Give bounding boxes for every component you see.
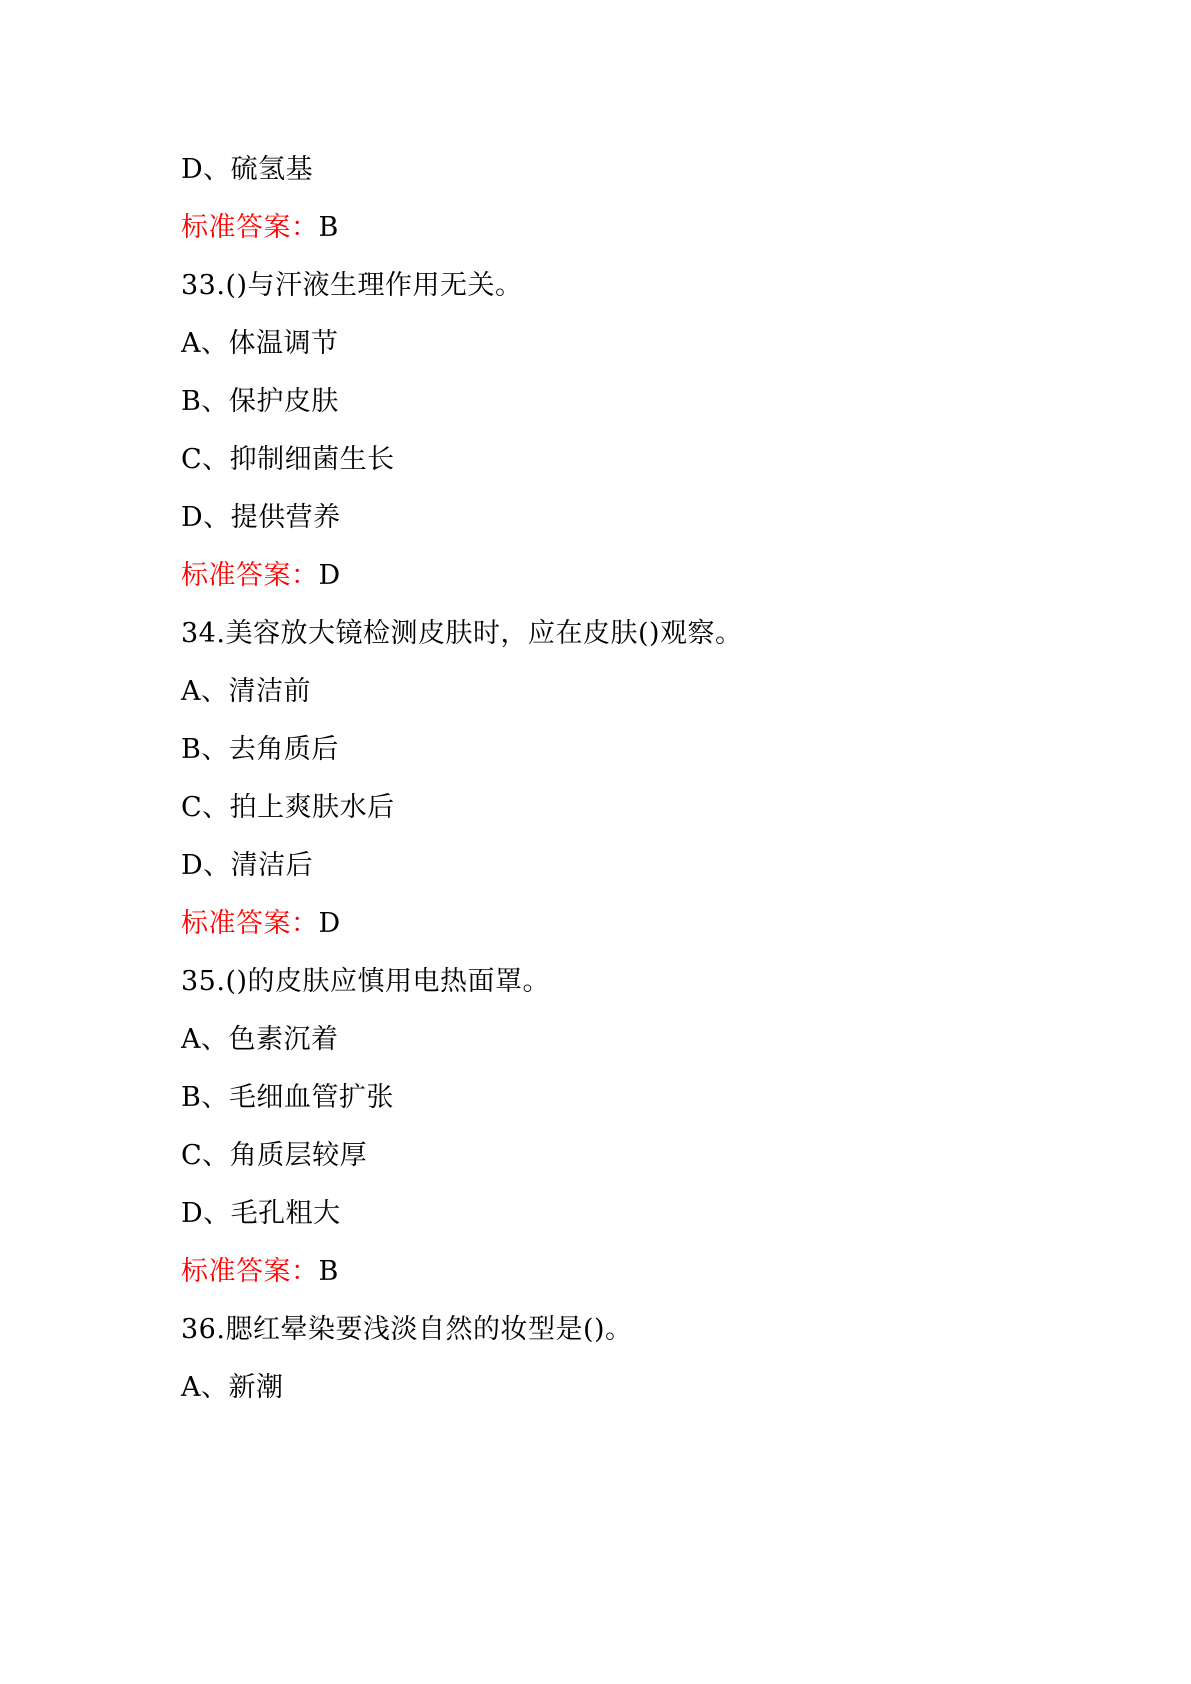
option-line: D、清洁后 xyxy=(181,850,314,881)
option-line: A、清洁前 xyxy=(181,676,311,707)
option-line: B、去角质后 xyxy=(181,734,339,765)
option-line: B、毛细血管扩张 xyxy=(181,1082,394,1113)
option-line: B、保护皮肤 xyxy=(181,386,339,417)
option-line: A、新潮 xyxy=(181,1372,284,1403)
answer-line xyxy=(181,907,341,941)
question-line: 36.腮红晕染要浅淡自然的妆型是()。 xyxy=(181,1314,633,1345)
option-line: D、硫氢基 xyxy=(181,154,314,185)
question-line: 34.美容放大镜检测皮肤时，应在皮肤()观察。 xyxy=(181,618,743,649)
question-line: 33.()与汗液生理作用无关。 xyxy=(181,270,523,301)
option-line: A、体温调节 xyxy=(181,328,339,359)
option-line: D、毛孔粗大 xyxy=(181,1198,341,1229)
answer-value: B xyxy=(318,1256,339,1287)
answer-line xyxy=(181,211,339,245)
answer-label: 标准答案： xyxy=(181,908,319,939)
option-line: D、提供营养 xyxy=(181,502,341,533)
answer-value: D xyxy=(318,908,341,939)
question-line: 35.()的皮肤应慎用电热面罩。 xyxy=(181,966,551,997)
answer-value: D xyxy=(318,560,341,591)
answer-value: B xyxy=(318,212,339,243)
option-line: A、色素沉着 xyxy=(181,1024,339,1055)
answer-label: 标准答案： xyxy=(181,1256,319,1287)
answer-line xyxy=(181,1255,339,1289)
answer-label: 标准答案： xyxy=(181,212,319,243)
answer-label: 标准答案： xyxy=(181,560,319,591)
answer-line xyxy=(181,559,341,593)
option-line: C、角质层较厚 xyxy=(181,1140,368,1171)
option-line: C、拍上爽肤水后 xyxy=(181,792,395,823)
option-line: C、抑制细菌生长 xyxy=(181,444,395,475)
